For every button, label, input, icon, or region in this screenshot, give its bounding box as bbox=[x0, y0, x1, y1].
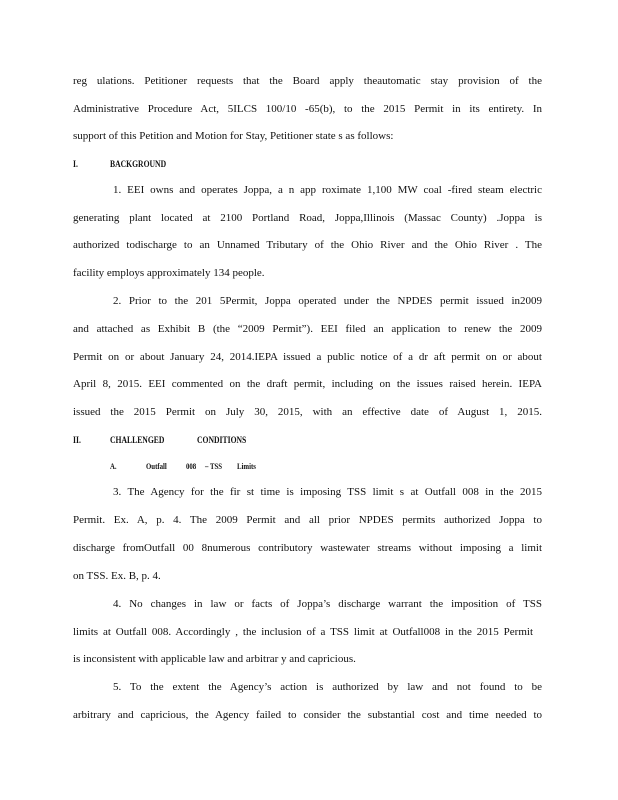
intro-line-2: Administrative Procedure Act, 5ILCS 100/10 -65(b), to the 2015 Permit in its entirety. In bbox=[73, 103, 542, 115]
section-1-number: I. bbox=[73, 159, 78, 169]
para-3-line-2: Permit. Ex. A, p. 4. The 2009 Permit and all prior NPDES permits authorized Joppa to bbox=[73, 514, 542, 526]
section-2-number: II. bbox=[73, 435, 81, 445]
section-2-title-2: CONDITIONS bbox=[197, 435, 247, 445]
para-2-line-4: April 8, 2015. EEI commented on the draft permit, including on the issues raised herein. IEPA bbox=[73, 378, 542, 390]
para-3-line-3: discharge fromOutfall 00 8numerous contributory wastewater streams without imposing a limit bbox=[73, 542, 542, 554]
intro-line-3: support of this Petition and Motion for Stay, Petitioner state s as follows: bbox=[73, 130, 394, 142]
para-5-line-1: 5. To the extent the Agency’s action is authorized by law and not found to be bbox=[113, 681, 542, 693]
para-1-line-2: generating plant located at 2100 Portland Road, Joppa,Illinois (Massac County) .Joppa is bbox=[73, 212, 542, 224]
para-1-line-3: authorized todischarge to an Unnamed Tributary of the Ohio River and the Ohio River . The bbox=[73, 239, 542, 251]
para-4-line-1: 4. No changes in law or facts of Joppa’s discharge warrant the imposition of TSS bbox=[113, 598, 542, 610]
para-1-line-4: facility employs approximately 134 people. bbox=[73, 267, 265, 279]
para-1-line-1: 1. EEI owns and operates Joppa, a n app roximate 1,100 MW coal -fired steam electric bbox=[113, 184, 542, 196]
para-4-line-2: limits at Outfall 008. Accordingly , the inclusion of a TSS limit at Outfall008 in the 2015 Permit bbox=[73, 626, 533, 638]
section-2-title-1: CHALLENGED bbox=[110, 435, 165, 445]
subsection-a-title-1: Outfall bbox=[146, 462, 167, 471]
intro-line-1: reg ulations. Petitioner requests that the Board apply theautomatic stay provision of the bbox=[73, 75, 542, 87]
subsection-a-title-2: 008 bbox=[186, 462, 197, 471]
para-5-line-2: arbitrary and capricious, the Agency failed to consider the substantial cost and time needed to bbox=[73, 709, 542, 721]
para-3-line-4: on TSS. Ex. B, p. 4. bbox=[73, 570, 161, 582]
para-2-line-3: Permit on or about January 24, 2014.IEPA issued a public notice of a dr aft permit on or about bbox=[73, 351, 542, 363]
para-3-line-1: 3. The Agency for the fir st time is imposing TSS limit s at Outfall 008 in the 2015 bbox=[113, 486, 542, 498]
para-2-line-1: 2. Prior to the 201 5Permit, Joppa operated under the NPDES permit issued in2009 bbox=[113, 295, 542, 307]
subsection-a-title-3: – TSS bbox=[205, 462, 223, 471]
para-4-line-3: is inconsistent with applicable law and arbitrar y and capricious. bbox=[73, 653, 356, 665]
para-2-line-2: and attached as Exhibit B (the “2009 Permit”). EEI filed an application to renew the 2009 bbox=[73, 323, 542, 335]
section-1-title: BACKGROUND bbox=[110, 159, 167, 169]
para-2-line-5: issued the 2015 Permit on July 30, 2015, with an effective date of August 1, 2015. bbox=[73, 406, 542, 418]
subsection-a-title-4: Limits bbox=[237, 462, 256, 471]
subsection-a-letter: A. bbox=[110, 462, 117, 471]
